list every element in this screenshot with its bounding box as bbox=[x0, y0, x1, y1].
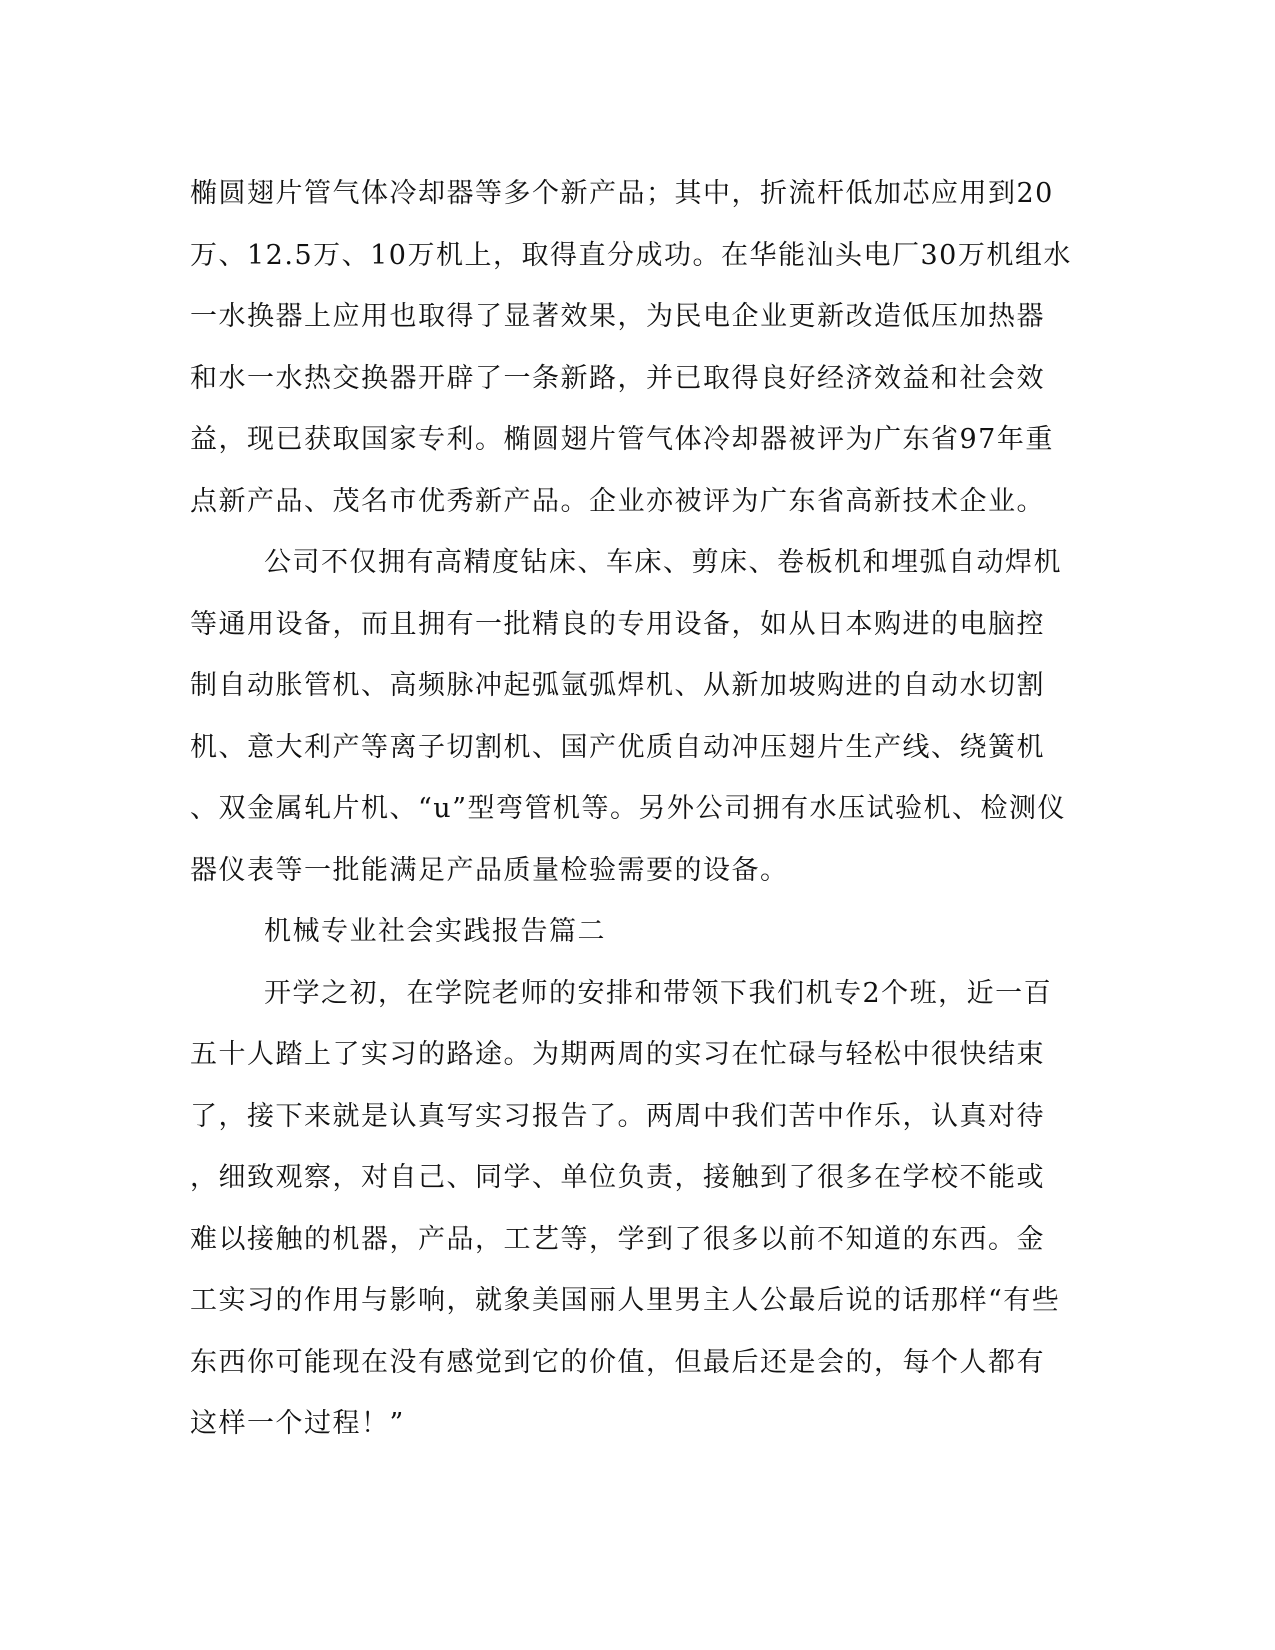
text-line: 一水换器上应用也取得了显著效果，为民电企业更新改造低压加热器 bbox=[190, 301, 1045, 332]
paragraph-start-line: 开学之初，在学院老师的安排和带领下我们机专2个班，近一百 bbox=[264, 977, 1053, 1009]
body-text bbox=[190, 163, 1090, 1455]
paragraph-start-line: 公司不仅拥有高精度钻床、车床、剪床、卷板机和埋弧自动焊机 bbox=[264, 547, 1062, 578]
text-line: 制自动胀管机、高频脉冲起弧氩弧焊机、从新加坡购进的自动水切割 bbox=[190, 670, 1045, 701]
text-line: 和水一水热交换器开辟了一条新路，并已取得良好经济效益和社会效 bbox=[190, 362, 1045, 394]
text-line: 益，现已获取国家专利。椭圆翅片管气体冷却器被评为广东省97年重 bbox=[190, 424, 1054, 455]
section-heading: 机械专业社会实践报告篇二 bbox=[264, 916, 606, 947]
text-line: 等通用设备，而且拥有一批精良的专用设备，如从日本购进的电脑控 bbox=[190, 608, 1045, 640]
text-line: 东西你可能现在没有感觉到它的价值，但最后还是会的，每个人都有 bbox=[190, 1346, 1045, 1378]
text-line: 了，接下来就是认真写实习报告了。两周中我们苦中作乐，认真对待 bbox=[190, 1100, 1045, 1132]
text-line: 五十人踏上了实习的路途。为期两周的实习在忙碌与轻松中很快结束 bbox=[190, 1039, 1045, 1070]
text-line: 椭圆翅片管气体冷却器等多个新产品；其中，折流杆低加芯应用到20 bbox=[190, 178, 1054, 209]
text-line: 难以接触的机器，产品，工艺等，学到了很多以前不知道的东西。金 bbox=[190, 1223, 1045, 1255]
text-line: 器仪表等一批能满足产品质量检验需要的设备。 bbox=[190, 854, 789, 886]
text-line: 点新产品、茂名市优秀新产品。企业亦被评为广东省高新技术企业。 bbox=[190, 485, 1045, 517]
text-line: 这样一个过程！” bbox=[190, 1408, 405, 1439]
text-line: 万、12.5万、10万机上，取得直分成功。在华能汕头电厂30万机组水 bbox=[190, 239, 1072, 271]
text-line: 、双金属轧片机、“u”型弯管机等。另外公司拥有水压试验机、检测仪 bbox=[190, 793, 1066, 824]
text-line: ，细致观察，对自己、同学、单位负责，接触到了很多在学校不能或 bbox=[190, 1162, 1045, 1193]
text-line: 机、意大利产等离子切割机、国产优质自动冲压翅片生产线、绕簧机 bbox=[190, 731, 1045, 763]
text-line: 工实习的作用与影响，就象美国丽人里男主人公最后说的话那样“有些 bbox=[190, 1285, 1061, 1316]
